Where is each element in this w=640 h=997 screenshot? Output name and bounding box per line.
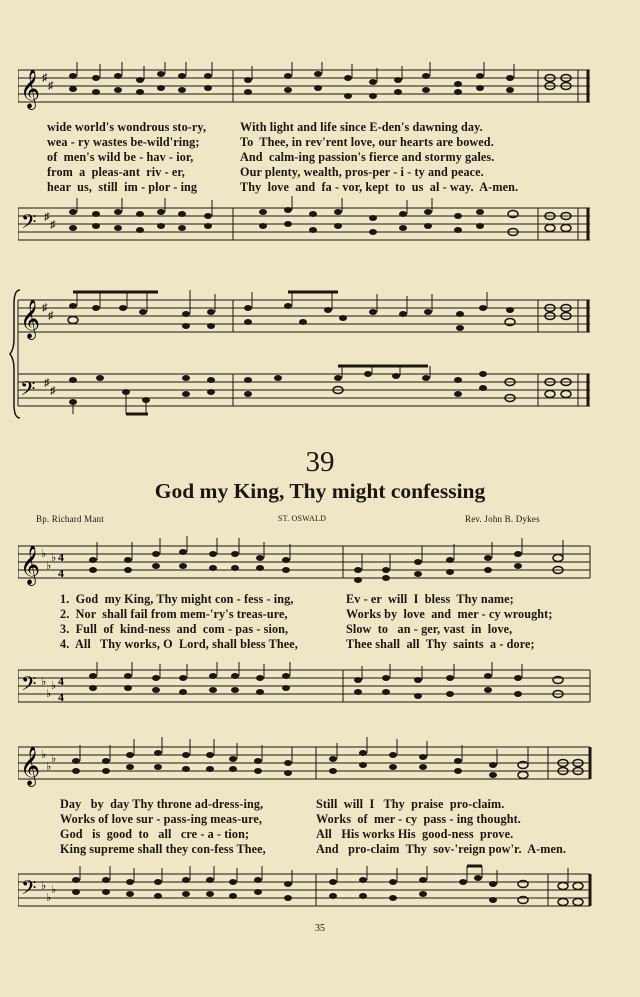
svg-text:♭: ♭ [51,753,57,765]
staff-39-bass-1 [18,660,593,715]
hymn-title: God my King, Thy might confessing [154,479,486,503]
hymn-composer: Rev. John B. Dykes [465,514,540,524]
top-lyric-right-2: To Thee, in rev'rent love, our hearts are bowed. [240,135,494,149]
v4-line1-right: Thee shall all Thy saints a - dore; [346,637,535,651]
svg-text:𝄞: 𝄞 [20,746,41,786]
v3-line1-left: 3. Full of kind-ness and com - pas - sion, [60,622,289,636]
v3-line2-right: All His works His good-ness prove. [316,827,514,841]
svg-text:♭: ♭ [41,548,47,560]
svg-text:♭: ♭ [51,680,57,692]
v2-line1-right: Works by love and mer - cy wrought; [346,607,553,621]
v3-line1-right: Slow to an - ger, vast in love, [346,622,513,636]
staff-39-treble-2 [18,735,593,790]
v1-line2-left: Day by day Thy throne ad-dress-ing, [60,797,264,811]
staff-top-bass-1 [18,196,593,256]
page-number: 35 [315,923,325,934]
top-lyric-left-3: of men's wild be - hav - ior, [47,150,194,164]
svg-text:♯: ♯ [48,80,54,92]
top-lyric-left-5: hear us, still im - plor - ing [47,180,198,194]
top-lyric-right-5: Thy love and fa - vor, kept to us al - way. A-men. [240,180,519,194]
svg-text:4: 4 [58,690,64,704]
top-lyric-right-4: Our plenty, wealth, pros-per - i - ty and peace. [240,165,484,179]
svg-text:4: 4 [58,550,64,564]
svg-text:♯: ♯ [44,211,50,223]
v1-line1-right: Ev - er will I bless Thy name; [346,592,514,606]
svg-text:♭: ♭ [41,676,47,688]
v4-line1-left: 4. All Thy works, O Lord, shall bless Thee, [60,637,298,651]
svg-text:𝄢: 𝄢 [20,377,36,405]
svg-text:♭: ♭ [46,892,52,904]
svg-text:♭: ♭ [41,749,47,761]
staff-top-treble-2 [8,284,593,434]
hymn-tune: ST. OSWALD [278,514,327,523]
top-lyric-left-2: wea - ry wastes be-wild'ring; [47,135,200,149]
v4-line2-right: And pro-claim Thy sov-'reign pow'r. A-men. [316,842,567,856]
svg-text:♭: ♭ [51,552,57,564]
v1-line1-left: 1. God my King, Thy might con - fess - ing, [60,592,294,606]
top-lyric-right-3: And calm-ing passion's fierce and stormy gales. [240,150,495,164]
svg-text:♭: ♭ [46,560,52,572]
svg-text:𝄢: 𝄢 [21,210,37,238]
svg-text:𝄞: 𝄞 [20,299,41,339]
svg-text:𝄞: 𝄞 [20,545,41,585]
v2-line2-left: Works of love sur - pass-ing meas-ure, [60,812,263,826]
v4-line2-left: King supreme shall they con-fess Thee, [60,842,266,856]
svg-text:♯: ♯ [50,385,56,397]
v3-line2-left: God is good to all cre - a - tion; [60,827,250,841]
svg-text:♭: ♭ [51,884,57,896]
svg-text:♯: ♯ [48,310,54,322]
top-lyric-right-1: With light and life since E-den's dawning day. [240,120,483,134]
v1-line2-right: Still will I Thy praise pro-claim. [316,797,505,811]
svg-text:♭: ♭ [41,880,47,892]
staff-top-treble-1 [18,62,593,112]
svg-text:4: 4 [58,566,64,580]
svg-text:♯: ♯ [42,72,48,84]
svg-text:♭: ♭ [46,688,52,700]
svg-text:𝄞: 𝄞 [20,69,41,109]
svg-text:♯: ♯ [42,302,48,314]
top-lyric-left-1: wide world's wondrous sto-ry, [47,120,207,134]
v2-line1-left: 2. Nor shall fail from mem-'ry's treas-ure, [60,607,288,621]
svg-text:𝄢: 𝄢 [21,672,37,700]
v2-line2-right: Works of mer - cy pass - ing thought. [316,812,521,826]
svg-text:𝄢: 𝄢 [21,876,37,904]
staff-39-treble-1 [18,536,593,586]
top-lyric-left-4: from a pleas-ant riv - er, [47,165,185,179]
hymn-author: Bp. Richard Mant [36,514,104,524]
staff-39-bass-2 [18,862,593,917]
svg-text:4: 4 [58,674,64,688]
svg-text:♯: ♯ [50,219,56,231]
svg-text:♯: ♯ [44,377,50,389]
svg-text:♭: ♭ [46,761,52,773]
hymn-number: 39 [305,446,335,478]
